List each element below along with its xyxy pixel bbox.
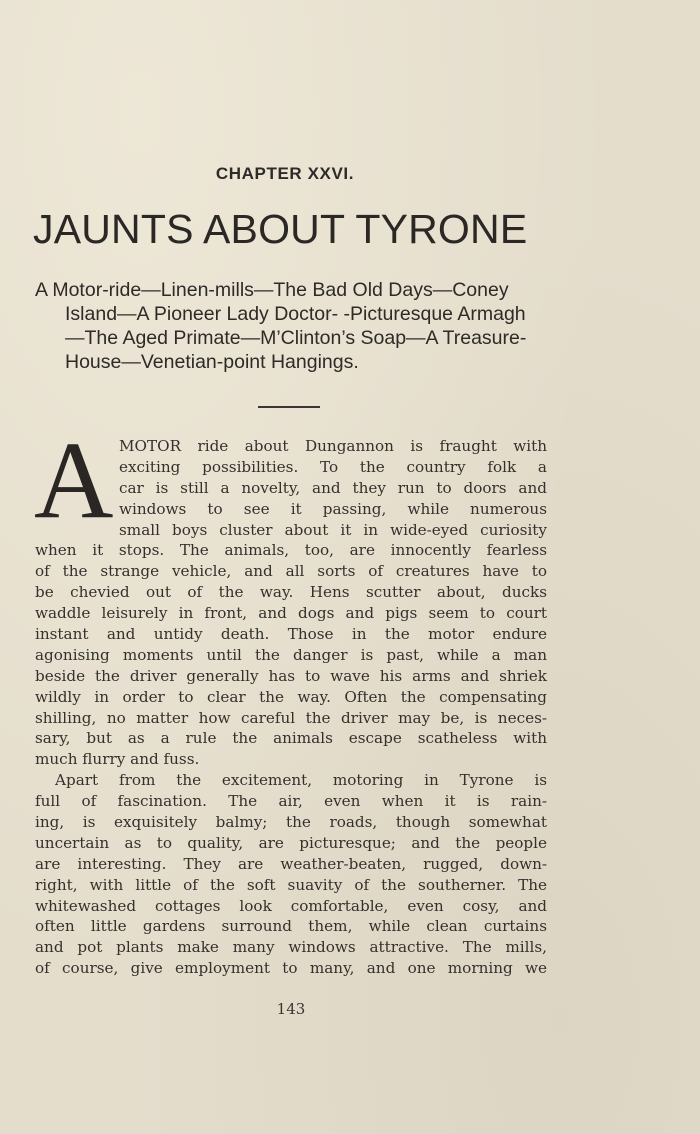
text-line: wildly in order to clear the way. Often the compensating (35, 687, 547, 706)
text-line: full of fascination. The air, even when it is rain- (35, 792, 547, 811)
text-line: and pot plants make many windows attractive. The mills, (35, 938, 547, 957)
chapter-label: CHAPTER XXVI. (215, 164, 355, 183)
text-line: windows to see it passing, while numerous (119, 499, 547, 518)
text-line: ing, is exquisitely balmy; the roads, though somewhat (35, 813, 547, 832)
text-line: car is still a novelty, and they run to doors and (119, 478, 547, 497)
text-line: of course, give employment to many, and one morning we (35, 959, 547, 978)
text-line: right, with little of the soft suavity of the southerner. The (35, 875, 547, 894)
text-line: uncertain as to quality, are picturesque; and the people (35, 833, 547, 852)
text-line: small boys cluster about it in wide-eyed curiosity (119, 520, 547, 539)
body-text (34, 419, 547, 979)
text-line: be chevied out of the way. Hens scutter about, ducks (35, 583, 547, 602)
text-line: often little gardens surround them, while clean curtains (35, 917, 547, 936)
text-line: MOTOR ride about Dungannon is fraught with (119, 437, 547, 455)
text-line: agonising moments until the danger is past, while a man (35, 645, 547, 664)
text-line: much flurry and fuss. (35, 750, 200, 769)
text-line: shilling, no matter how careful the driver may be, is neces- (35, 708, 547, 727)
text-line: whitewashed cottages look comfortable, even cosy, and (35, 896, 547, 915)
text-line: instant and untidy death. Those in the motor endure (35, 625, 547, 644)
text-line: waddle leisurely in front, and dogs and pigs seem to court (35, 604, 547, 623)
text-line: beside the driver generally has to wave his arms and shriek (35, 666, 547, 685)
section-divider (258, 406, 320, 408)
text-line: when it stops. The animals, too, are innocently fearless (35, 541, 547, 560)
synopsis-line: House—Venetian-point Hangings. (65, 351, 359, 373)
synopsis-line: —The Aged Primate—M’Clinton’s Soap—A Treasure- (65, 327, 527, 349)
chapter-title: JAUNTS ABOUT TYRONE (33, 206, 528, 252)
synopsis-line: A Motor-ride—Linen-mills—The Bad Old Days—Coney (35, 279, 509, 301)
page-number: 143 (276, 1000, 306, 1018)
text-line: of the strange vehicle, and all sorts of creatures have to (35, 562, 547, 581)
text-line: are interesting. They are weather-beaten, rugged, down- (35, 854, 547, 873)
chapter-synopsis (35, 278, 555, 374)
text-line: Apart from the excitement, motoring in Tyrone is (55, 771, 547, 790)
drop-cap: A (34, 419, 114, 541)
text-line: exciting possibilities. To the country folk a (119, 457, 547, 476)
synopsis-line: Island—A Pioneer Lady Doctor- -Picturesque Armagh (65, 303, 526, 325)
text-line: sary, but as a rule the animals escape scatheless with (35, 729, 547, 748)
